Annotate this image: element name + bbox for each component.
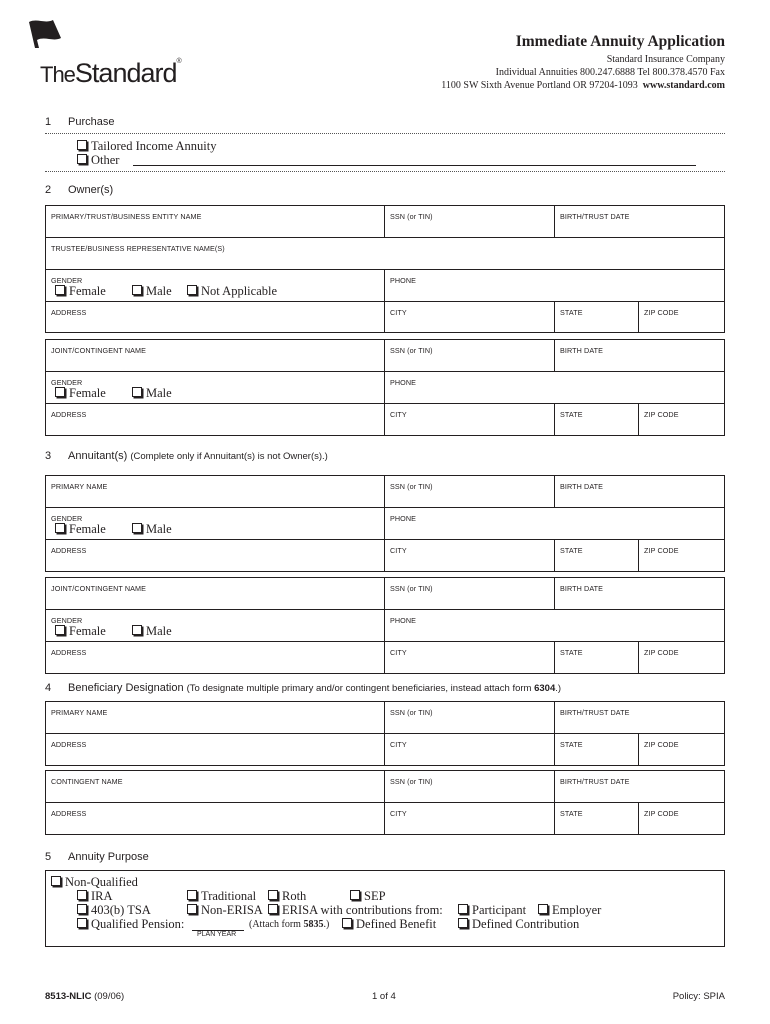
joint-city-field[interactable] — [385, 404, 555, 435]
section-1-top-rule — [45, 133, 725, 134]
option-label: Employer — [552, 903, 602, 917]
logo-standard: Standard — [74, 58, 177, 88]
joint-ssn-field[interactable] — [385, 340, 555, 372]
section-5-title: Annuity Purpose — [68, 851, 149, 863]
checkbox[interactable] — [538, 904, 548, 914]
page-number: 1 of 4 — [372, 991, 396, 1002]
annuitant-gender-field — [46, 508, 385, 540]
purpose-defined-contribution[interactable] — [458, 917, 579, 932]
purpose-erisa[interactable] — [268, 903, 443, 918]
joint-name-field[interactable] — [46, 340, 385, 372]
checkbox[interactable] — [77, 904, 87, 914]
checkbox[interactable] — [268, 904, 278, 914]
owner-address-field[interactable] — [46, 302, 385, 332]
joint-phone-field[interactable] — [385, 372, 724, 404]
owner-state-field[interactable] — [555, 302, 639, 332]
checkbox[interactable] — [51, 876, 61, 886]
policy-type: Policy: SPIA — [672, 991, 725, 1002]
label: BIRTH DATE — [560, 584, 604, 593]
gender-female-option[interactable] — [55, 386, 106, 401]
owner-joint-box — [45, 339, 725, 436]
gender-male-option[interactable] — [132, 624, 172, 639]
label: ZIP CODE — [644, 740, 679, 749]
annuitant-joint-ssn-field[interactable] — [385, 578, 555, 610]
label: BIRTH DATE — [560, 482, 604, 491]
option-label: Non-ERISA — [201, 903, 263, 917]
checkbox[interactable] — [458, 904, 468, 914]
contingent-name-field[interactable] — [46, 771, 385, 803]
label: PHONE — [390, 514, 417, 523]
option-label: Male — [146, 284, 172, 298]
checkbox[interactable] — [77, 890, 87, 900]
option-label: Participant — [472, 903, 527, 917]
checkbox[interactable] — [268, 890, 278, 900]
purchase-option-other-label: Other — [91, 153, 120, 167]
attach-note — [249, 919, 329, 930]
label: PRIMARY/TRUST/BUSINESS ENTITY NAME — [51, 212, 202, 221]
label: ADDRESS — [51, 740, 87, 749]
gender-male-option[interactable] — [132, 386, 172, 401]
joint-zip-field[interactable] — [639, 404, 724, 435]
contingent-birth-field[interactable] — [555, 771, 724, 803]
contingent-city-field[interactable] — [385, 803, 555, 834]
annuitant-city-field[interactable] — [385, 540, 555, 571]
label: BIRTH/TRUST DATE — [560, 777, 630, 786]
label: ADDRESS — [51, 546, 87, 555]
label: CITY — [390, 546, 407, 555]
company-name: Standard Insurance Company — [606, 54, 725, 65]
option-label: Female — [69, 522, 106, 536]
purpose-non-erisa[interactable] — [187, 903, 263, 918]
option-label: Traditional — [201, 889, 257, 903]
owner-zip-field[interactable] — [639, 302, 724, 332]
attach-note-pre: (Attach form — [249, 919, 304, 930]
section-4-title-text: Beneficiary Designation — [68, 682, 184, 694]
option-label: Not Applicable — [201, 284, 278, 298]
owner-birth-field[interactable] — [555, 206, 724, 238]
annuitant-ssn-field[interactable] — [385, 476, 555, 508]
label: GENDER — [51, 616, 83, 625]
section-4-number: 4 — [45, 682, 52, 694]
label: STATE — [560, 410, 583, 419]
purpose-sep[interactable] — [350, 889, 386, 904]
option-label: Defined Benefit — [356, 917, 437, 931]
owner-ssn-field[interactable] — [385, 206, 555, 238]
option-label: Female — [69, 386, 106, 400]
beneficiary-zip-field[interactable] — [639, 734, 724, 765]
attach-note-post: .) — [323, 919, 330, 930]
annuitant-address-field[interactable] — [46, 540, 385, 571]
phone-line: Individual Annuities 800.247.6888 Tel 800.378.4570 Fax — [495, 67, 725, 78]
checkbox[interactable] — [342, 918, 352, 928]
annuitant-joint-box — [45, 577, 725, 674]
section-4-note — [187, 683, 561, 694]
checkbox[interactable] — [55, 285, 65, 295]
gender-female-option[interactable] — [55, 522, 106, 537]
label: SSN (or TIN) — [390, 584, 433, 593]
annuitant-primary-box — [45, 475, 725, 572]
label: JOINT/CONTINGENT NAME — [51, 584, 147, 593]
label: STATE — [560, 308, 583, 317]
gender-na-option[interactable] — [187, 284, 277, 299]
label: GENDER — [51, 276, 83, 285]
label: ADDRESS — [51, 648, 87, 657]
beneficiary-primary-box — [45, 701, 725, 766]
logo-the: The — [40, 62, 75, 87]
owner-trustee-field[interactable] — [46, 238, 724, 270]
option-label: 403(b) TSA — [91, 903, 151, 917]
beneficiary-address-field[interactable] — [46, 734, 385, 765]
checkbox[interactable] — [350, 890, 360, 900]
purpose-participant[interactable] — [458, 903, 526, 918]
annuitant-joint-phone-field[interactable] — [385, 610, 724, 642]
annuitant-joint-gender-field — [46, 610, 385, 642]
section-4-title — [68, 682, 561, 694]
option-label: SEP — [364, 889, 386, 903]
label: CITY — [390, 740, 407, 749]
checkbox[interactable] — [77, 140, 87, 150]
label: SSN (or TIN) — [390, 212, 433, 221]
label: PRIMARY NAME — [51, 482, 108, 491]
label: SSN (or TIN) — [390, 777, 433, 786]
owner-primary-box — [45, 205, 725, 333]
checkbox[interactable] — [132, 285, 142, 295]
flag-logo-icon — [27, 18, 63, 50]
attach-note-form: 5835 — [303, 919, 324, 930]
annuitant-joint-name-field[interactable] — [46, 578, 385, 610]
option-label: ERISA with contributions from: — [282, 903, 443, 917]
contingent-address-field[interactable] — [46, 803, 385, 834]
label: JOINT/CONTINGENT NAME — [51, 346, 147, 355]
checkbox[interactable] — [77, 918, 87, 928]
checkbox[interactable] — [55, 523, 65, 533]
annuity-purpose-box — [45, 870, 725, 947]
label: CITY — [390, 809, 407, 818]
label: GENDER — [51, 378, 83, 387]
label: BIRTH/TRUST DATE — [560, 212, 630, 221]
option-label: Qualified Pension: — [91, 917, 185, 931]
label: BIRTH/TRUST DATE — [560, 708, 630, 717]
option-label: Female — [69, 284, 106, 298]
label: ADDRESS — [51, 308, 87, 317]
section-4-note-post: .) — [555, 683, 562, 694]
beneficiary-name-field[interactable] — [46, 702, 385, 734]
annuitant-zip-field[interactable] — [639, 540, 724, 571]
label: SSN (or TIN) — [390, 346, 433, 355]
option-label: Male — [146, 522, 172, 536]
annuitant-name-field[interactable] — [46, 476, 385, 508]
label: CITY — [390, 308, 407, 317]
annuitant-birth-field[interactable] — [555, 476, 724, 508]
label: ADDRESS — [51, 809, 87, 818]
form-number-date: (09/06) — [94, 991, 125, 1002]
joint-gender-field — [46, 372, 385, 404]
label: ZIP CODE — [644, 546, 679, 555]
beneficiary-city-field[interactable] — [385, 734, 555, 765]
street-address: 1100 SW Sixth Avenue Portland OR 97204-1093 — [441, 80, 638, 91]
label: PHONE — [390, 616, 417, 625]
label: CITY — [390, 648, 407, 657]
option-label: Male — [146, 624, 172, 638]
annuitant-joint-state-field[interactable] — [555, 642, 639, 673]
label: STATE — [560, 648, 583, 657]
section-1-number: 1 — [45, 116, 52, 128]
annuitant-joint-city-field[interactable] — [385, 642, 555, 673]
beneficiary-birth-field[interactable] — [555, 702, 724, 734]
checkbox[interactable] — [55, 625, 65, 635]
company-logo — [40, 58, 182, 89]
label: SSN (or TIN) — [390, 708, 433, 717]
form-number — [45, 991, 124, 1002]
owner-gender-field — [46, 270, 385, 302]
label: CITY — [390, 410, 407, 419]
contingent-zip-field[interactable] — [639, 803, 724, 834]
joint-address-field[interactable] — [46, 404, 385, 435]
purpose-ira[interactable] — [77, 889, 113, 904]
owner-city-field[interactable] — [385, 302, 555, 332]
gender-female-option[interactable] — [55, 284, 106, 299]
label: TRUSTEE/BUSINESS REPRESENTATIVE NAME(S) — [51, 244, 225, 253]
beneficiary-contingent-box — [45, 770, 725, 835]
option-label: Male — [146, 386, 172, 400]
purchase-option-other[interactable] — [77, 153, 119, 168]
label: ADDRESS — [51, 410, 87, 419]
gender-male-option[interactable] — [132, 522, 172, 537]
contingent-state-field[interactable] — [555, 803, 639, 834]
purpose-non-qualified[interactable] — [51, 875, 138, 890]
option-label: Roth — [282, 889, 307, 903]
annuitant-phone-field[interactable] — [385, 508, 724, 540]
beneficiary-state-field[interactable] — [555, 734, 639, 765]
label: CONTINGENT NAME — [51, 777, 123, 786]
plan-year-label: PLAN YEAR — [197, 931, 237, 938]
gender-female-option[interactable] — [55, 624, 106, 639]
label: PRIMARY NAME — [51, 708, 108, 717]
annuitant-joint-birth-field[interactable] — [555, 578, 724, 610]
label: ZIP CODE — [644, 809, 679, 818]
section-3-note: (Complete only if Annuitant(s) is not Owner(s).) — [130, 451, 328, 462]
annuitant-joint-zip-field[interactable] — [639, 642, 724, 673]
checkbox[interactable] — [458, 918, 468, 928]
checkbox[interactable] — [187, 890, 197, 900]
purpose-tsa[interactable] — [77, 903, 151, 918]
label: STATE — [560, 740, 583, 749]
owner-name-field[interactable] — [46, 206, 385, 238]
label: PHONE — [390, 378, 417, 387]
purchase-option-tailored[interactable] — [77, 139, 216, 154]
purchase-option-tailored-label: Tailored Income Annuity — [91, 139, 217, 153]
label: ZIP CODE — [644, 308, 679, 317]
label: ZIP CODE — [644, 648, 679, 657]
label: STATE — [560, 809, 583, 818]
checkbox[interactable] — [187, 904, 197, 914]
owner-phone-field[interactable] — [385, 270, 724, 302]
section-4-note-pre: (To designate multiple primary and/or contingent beneficiaries, instead attach form — [186, 683, 535, 694]
section-2-title: Owner(s) — [68, 184, 114, 196]
checkbox[interactable] — [187, 285, 197, 295]
section-3-title-text: Annuitant(s) — [68, 450, 128, 462]
label: GENDER — [51, 514, 83, 523]
annuitant-joint-address-field[interactable] — [46, 642, 385, 673]
annuitant-state-field[interactable] — [555, 540, 639, 571]
purpose-defined-benefit[interactable] — [342, 917, 436, 932]
form-number-code: 8513-NLIC — [45, 991, 92, 1002]
checkbox[interactable] — [77, 154, 87, 164]
form-title: Immediate Annuity Application — [515, 33, 725, 50]
purpose-qualified-pension[interactable] — [77, 917, 184, 932]
option-label: Female — [69, 624, 106, 638]
label: PHONE — [390, 276, 417, 285]
label: BIRTH DATE — [560, 346, 604, 355]
logo-reg: ® — [176, 58, 182, 65]
website: www.standard.com — [642, 80, 725, 91]
section-3-number: 3 — [45, 450, 52, 462]
option-label: Defined Contribution — [472, 917, 580, 931]
beneficiary-ssn-field[interactable] — [385, 702, 555, 734]
address-line — [441, 80, 725, 91]
other-fill-line[interactable] — [133, 165, 696, 166]
label: ZIP CODE — [644, 410, 679, 419]
purpose-employer[interactable] — [538, 903, 601, 918]
checkbox[interactable] — [55, 387, 65, 397]
section-3-title — [68, 450, 328, 462]
contingent-ssn-field[interactable] — [385, 771, 555, 803]
option-label: IRA — [91, 889, 113, 903]
label: STATE — [560, 546, 583, 555]
section-2-number: 2 — [45, 184, 52, 196]
purpose-roth[interactable] — [268, 889, 306, 904]
option-label: Non-Qualified — [65, 875, 138, 889]
joint-state-field[interactable] — [555, 404, 639, 435]
checkbox[interactable] — [132, 523, 142, 533]
section-1-bottom-rule — [45, 171, 725, 172]
purpose-traditional[interactable] — [187, 889, 256, 904]
section-1-title: Purchase — [68, 116, 115, 128]
checkbox[interactable] — [132, 625, 142, 635]
joint-birth-field[interactable] — [555, 340, 724, 372]
gender-male-option[interactable] — [132, 284, 172, 299]
section-4-note-form: 6304 — [534, 683, 556, 694]
section-5-number: 5 — [45, 851, 52, 863]
label: SSN (or TIN) — [390, 482, 433, 491]
checkbox[interactable] — [132, 387, 142, 397]
